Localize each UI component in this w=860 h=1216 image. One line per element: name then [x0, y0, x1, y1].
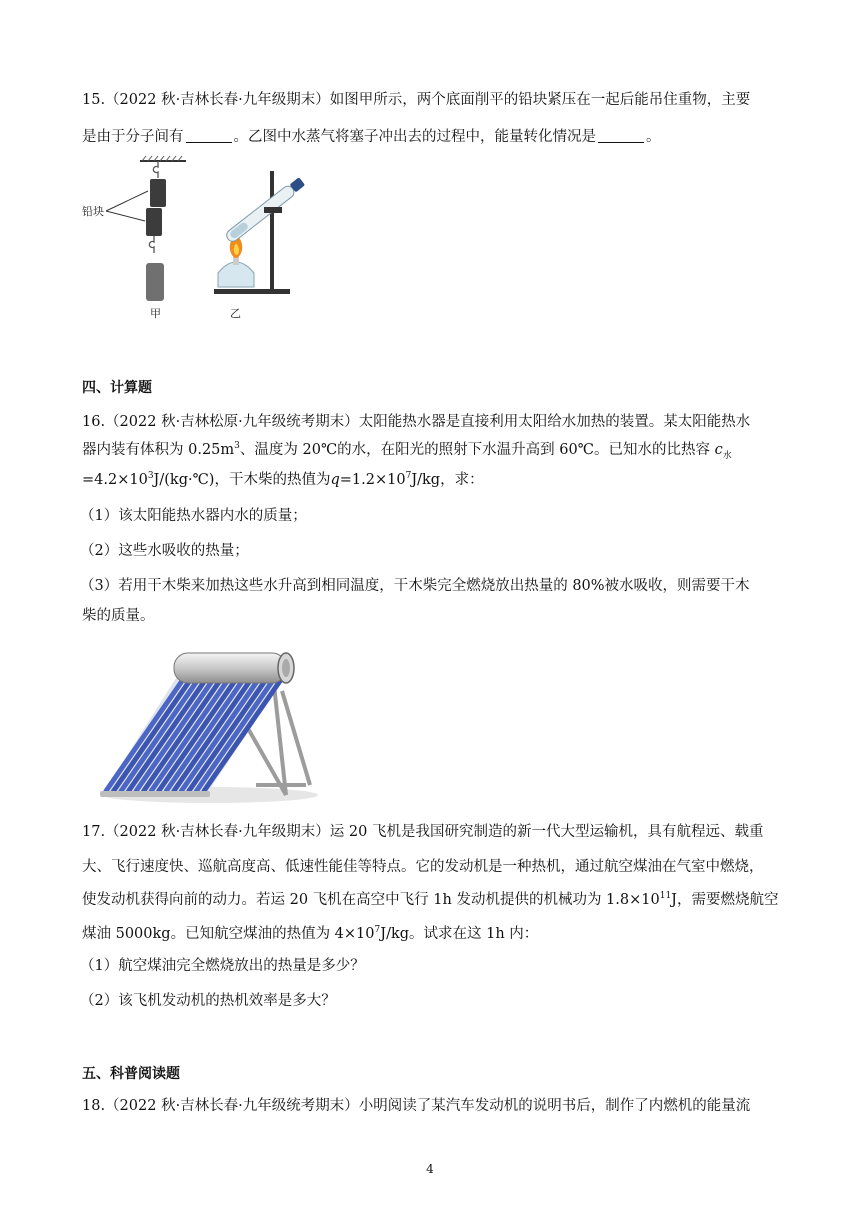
stand-base	[214, 289, 290, 294]
q17-item2: （2）该飞机发动机的热机效率是多大？	[80, 993, 336, 1009]
q18-line1: 18.（2022 秋·吉林长春·九年级统考期末）小明阅读了某汽车发动机的说明书后，制作了内燃机的能量流	[82, 1098, 751, 1114]
fig-a-caption: 甲	[150, 307, 161, 320]
hook-icon	[149, 236, 154, 253]
lead-block-label: 铅块	[82, 205, 104, 218]
fig-a-ceiling	[140, 156, 186, 161]
stand-rod	[270, 171, 274, 291]
page-number: 4	[426, 1162, 434, 1176]
section-heading: 四、计算题	[82, 380, 152, 396]
label-pointer	[106, 211, 145, 221]
q17-line3: 使发动机获得向前的动力。若运 20 飞机在高空中飞行 1h 发动机提供的机械功为 $1.8\times 10^{11}J$，需要燃烧航空	[82, 891, 779, 908]
solar-water-heater-image	[96, 645, 324, 813]
tube-rack	[100, 791, 210, 797]
q15-line1: 15.（2022 秋·吉林长春·九年级期末）如图甲所示，两个底面削平的铅块紧压在一起后能吊住重物，主要	[82, 92, 751, 108]
fig-b-caption: 乙	[230, 307, 241, 320]
q16-line2: 器内装有体积为 $0.25m^3$、温度为 20℃的水，在阳光的照射下水温升高到 60℃。已知水的比热容 $c_水$	[82, 441, 732, 461]
q17-line2: 大、飞行速度快、巡航高度高、低速性能佳等特点。它的发动机是一种热机，通过航空煤油在气室中燃烧，	[82, 859, 764, 875]
alcohol-lamp	[218, 262, 254, 287]
hook-icon	[153, 161, 158, 178]
q15-line2: 是由于分子间有 。乙图中水蒸气将塞子冲出去的过程中，能量转化情况是 。	[82, 129, 661, 145]
answer-blank	[598, 128, 644, 143]
lead-block-and-steam-figure	[78, 155, 348, 325]
label-pointer	[106, 191, 148, 211]
q16-item3-line2: 柴的质量。	[82, 608, 155, 624]
q17-line4: 煤油 5000kg。已知航空煤油的热值为 $4\times 10^7J/kg$。试求在这 1h 内：	[82, 925, 539, 942]
stand-clamp	[264, 207, 282, 213]
lead-block-upper	[150, 179, 166, 207]
q17-item1: （1）航空煤油完全燃烧放出的热量是多少？	[80, 958, 365, 974]
weight	[146, 263, 164, 301]
q16-line1: 16.（2022 秋·吉林松原·九年级统考期末）太阳能热水器是直接利用太阳给水加热的装置。某太阳能热水	[82, 414, 751, 430]
q16-item2: （2）这些水吸收的热量；	[80, 543, 249, 559]
q16-item3-line1: （3）若用干木柴来加热这些水升高到相同温度，干木柴完全燃烧放出热量的 80%被水吸收，则需要干木	[80, 578, 750, 594]
answer-blank	[186, 128, 232, 143]
q17-line1: 17.（2022 秋·吉林长春·九年级期末）运 20 飞机是我国研究制造的新一代大型运输机，具有航程远、载重	[82, 824, 764, 840]
section-heading: 五、科普阅读题	[82, 1066, 180, 1082]
lead-block-lower	[146, 208, 162, 236]
q16-line3: $=4.2\times 10^3J/(kg\cdot℃)$，干木柴的热值为$q=1.2\times 10^7J/kg$，求：	[82, 471, 484, 488]
q16-item1: （1）该太阳能热水器内水的质量；	[80, 508, 307, 524]
water-tank	[174, 653, 286, 683]
